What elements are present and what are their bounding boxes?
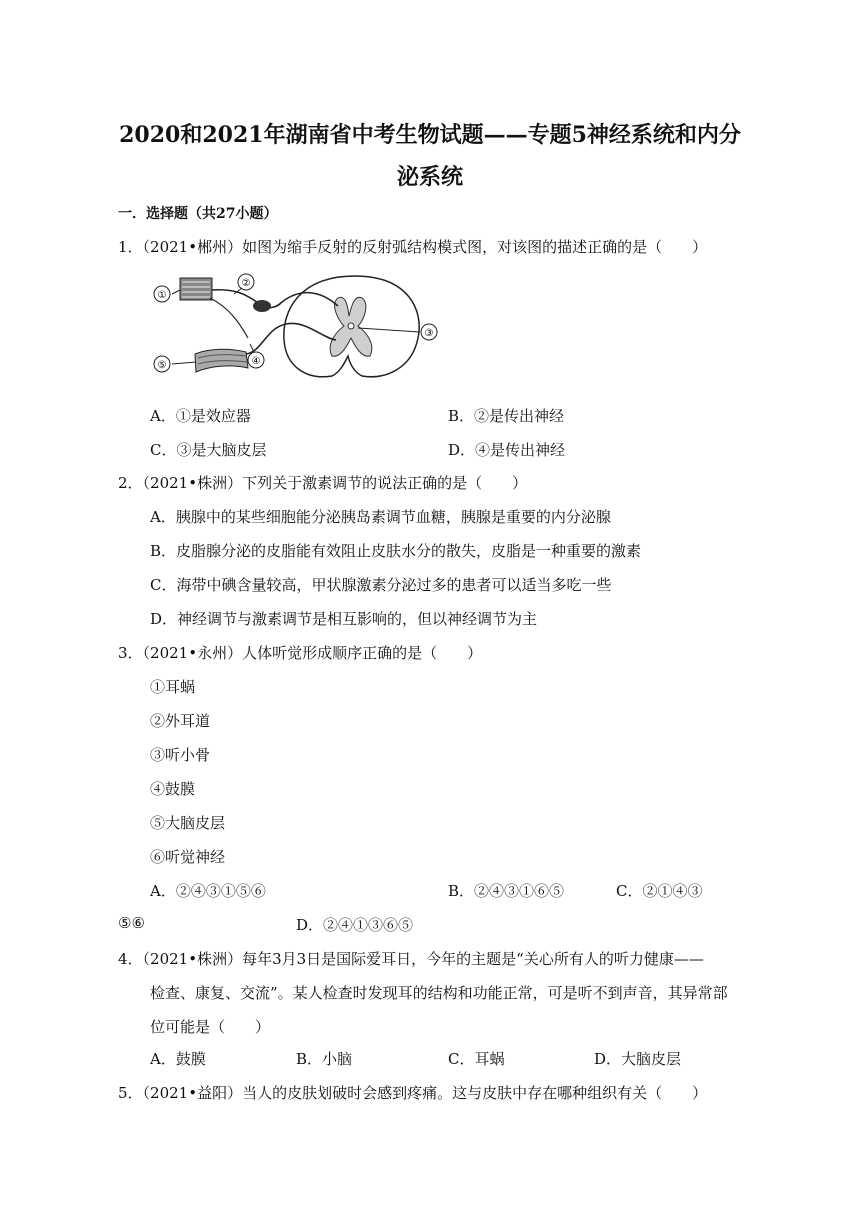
question-1-option-d[interactable]: D．④是传出神经 [448, 441, 566, 459]
section-heading: 一．选择题（共27小题） [118, 206, 278, 222]
figure-label-4 [248, 352, 264, 368]
svg-text:②: ② [241, 278, 251, 289]
question-3-option-d[interactable]: D．②④①③⑥⑤ [296, 916, 414, 934]
figure-label-2 [238, 274, 254, 290]
question-1-option-b[interactable]: B．②是传出神经 [448, 407, 565, 425]
question-3-item: ①耳蜗 [150, 678, 196, 696]
figure-label-5 [154, 356, 170, 372]
reflex-arc-diagram [150, 268, 440, 390]
question-3-item: ②外耳道 [150, 712, 211, 730]
question-2-option-d[interactable]: D．神经调节与激素调节是相互影响的，但以神经调节为主 [150, 610, 538, 628]
question-3-option-a[interactable]: A．②④③①⑤⑥ [150, 882, 266, 900]
question-3-stem: 3．（2021•永州）人体听觉形成顺序正确的是（ ） [118, 644, 483, 662]
question-4-option-b[interactable]: B．小脑 [296, 1050, 353, 1068]
question-2-option-c[interactable]: C．海带中碘含量较高，甲状腺激素分泌过多的患者可以适当多吃一些 [150, 576, 612, 594]
document-title-line1: 2020和2021年湖南省中考生物试题——专题5神经系统和内分 [119, 122, 741, 148]
question-3-item: ⑤大脑皮层 [150, 814, 226, 832]
question-3-item: ③听小骨 [150, 746, 211, 764]
question-2-option-b[interactable]: B．皮脂腺分泌的皮脂能有效阻止皮肤水分的散失，皮脂是一种重要的激素 [150, 542, 642, 560]
question-4-stem-line2: 检查、康复、交流”。某人检查时发现耳的结构和功能正常，可是听不到声音，其异常部 [150, 984, 728, 1002]
figure-label-3 [421, 324, 437, 340]
question-3-item: ④鼓膜 [150, 780, 196, 798]
question-3-option-b[interactable]: B．②④③①⑥⑤ [448, 882, 565, 900]
svg-text:④: ④ [251, 356, 261, 367]
question-1-option-c[interactable]: C．③是大脑皮层 [150, 441, 267, 459]
question-3-option-c[interactable]: C．②①④③ [616, 882, 703, 900]
svg-text:①: ① [157, 290, 167, 301]
svg-text:⑤: ⑤ [157, 360, 167, 371]
figure-label-1 [154, 286, 170, 302]
question-5-stem: 5．（2021•益阳）当人的皮肤划破时会感到疼痛。这与皮肤中存在哪种组织有关（ ） [118, 1084, 708, 1102]
question-2-option-a[interactable]: A．胰腺中的某些细胞能分泌胰岛素调节血糖，胰腺是重要的内分泌腺 [150, 508, 611, 526]
question-4-option-c[interactable]: C．耳蜗 [448, 1050, 505, 1068]
question-3-item: ⑥听觉神经 [150, 848, 226, 866]
question-4-stem-line3: 位可能是（ ） [150, 1018, 271, 1036]
svg-text:③: ③ [424, 328, 434, 339]
question-4-stem-line1: 4．（2021•株洲）每年3月3日是国际爱耳日，今年的主题是“关心所有人的听力健康—— [118, 950, 704, 968]
document-title-line2: 泌系统 [396, 164, 463, 190]
question-1-option-a[interactable]: A．①是效应器 [150, 407, 251, 425]
question-2-stem: 2．（2021•株洲）下列关于激素调节的说法正确的是（ ） [118, 474, 528, 492]
question-1-stem: 1．（2021•郴州）如图为缩手反射的反射弧结构模式图，对该图的描述正确的是（ ） [118, 238, 708, 256]
question-3-option-c-continued: ⑤⑥ [118, 914, 145, 932]
question-4-option-d[interactable]: D．大脑皮层 [594, 1050, 682, 1068]
question-4-option-a[interactable]: A．鼓膜 [150, 1050, 206, 1068]
